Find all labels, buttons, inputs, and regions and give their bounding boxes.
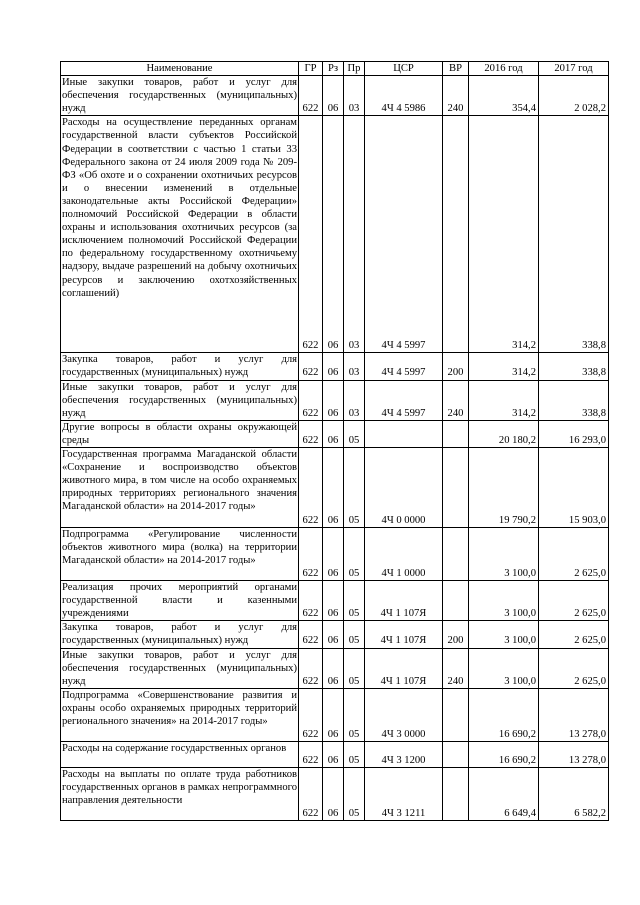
cell-2016: 16 690,2 <box>469 741 539 767</box>
cell-rz: 06 <box>323 581 344 621</box>
table-row <box>61 767 609 820</box>
table-header-row <box>61 62 609 76</box>
cell-2017: 16 293,0 <box>539 420 609 447</box>
cell-pr: 05 <box>344 581 365 621</box>
cell-2017: 15 903,0 <box>539 448 609 528</box>
cell-name: Государственная программа Магаданской области «Сохранение и воспроизводство объектов животного мира, в том числе на особо охраняемых природных территориях регионального значения Магаданской области» на 2014-2017 годы» <box>61 448 299 528</box>
cell-rz: 06 <box>323 448 344 528</box>
cell-gr: 622 <box>299 420 323 447</box>
cell-rz: 06 <box>323 353 344 380</box>
cell-vr: 240 <box>443 380 469 420</box>
cell-vr <box>443 448 469 528</box>
cell-gr: 622 <box>299 353 323 380</box>
cell-name: Другие вопросы в области охраны окружающей среды <box>62 421 297 446</box>
cell-rz: 06 <box>323 528 344 581</box>
cell-vr: 200 <box>443 621 469 648</box>
cell-pr: 05 <box>344 767 365 820</box>
cell-gr: 622 <box>299 581 323 621</box>
cell-name: Иные закупки товаров, работ и услуг для обеспечения государственных (муниципальных) нужд <box>62 77 297 115</box>
cell-pr: 03 <box>344 380 365 420</box>
cell-name: Расходы на содержание государственных органов <box>61 741 299 767</box>
cell-csr: 4Ч 4 5997 <box>365 353 443 380</box>
cell-2016: 16 690,2 <box>469 688 539 741</box>
cell-csr: 4Ч 1 107Я <box>365 648 443 688</box>
cell-gr: 622 <box>299 767 323 820</box>
cell-2017: 2 625,0 <box>539 648 609 688</box>
cell-csr: 4Ч 3 1211 <box>365 767 443 820</box>
cell-2016: 3 100,0 <box>469 528 539 581</box>
cell-vr <box>443 528 469 581</box>
cell-csr: 4Ч 1 0000 <box>365 528 443 581</box>
cell-2017: 13 278,0 <box>539 741 609 767</box>
cell-gr: 622 <box>299 448 323 528</box>
table-row <box>61 528 609 581</box>
cell-name: Иные закупки товаров, работ и услуг для обеспечения государственных (муниципальных) нужд <box>62 381 297 419</box>
table-row <box>61 741 609 767</box>
cell-csr: 4Ч 4 5997 <box>365 116 443 353</box>
cell-gr: 622 <box>299 741 323 767</box>
header-csr: ЦСР <box>365 62 443 76</box>
table-row <box>61 420 609 447</box>
cell-2017: 338,8 <box>539 353 609 380</box>
cell-csr: 4Ч 3 0000 <box>365 688 443 741</box>
table-row <box>61 648 609 688</box>
table-row <box>61 581 609 621</box>
cell-2017: 338,8 <box>539 116 609 353</box>
cell-csr <box>365 420 443 447</box>
cell-csr: 4Ч 3 1200 <box>365 741 443 767</box>
cell-2017: 338,8 <box>539 380 609 420</box>
cell-pr: 05 <box>344 741 365 767</box>
cell-gr: 622 <box>299 528 323 581</box>
cell-rz: 06 <box>323 116 344 353</box>
cell-2016: 314,2 <box>469 380 539 420</box>
cell-rz: 06 <box>323 76 344 116</box>
cell-2016: 354,4 <box>469 76 539 116</box>
cell-csr: 4Ч 1 107Я <box>365 581 443 621</box>
cell-name: Закупка товаров, работ и услуг для государственных (муниципальных) нужд <box>62 622 297 647</box>
cell-csr: 4Ч 0 0000 <box>365 448 443 528</box>
cell-rz: 06 <box>323 621 344 648</box>
cell-name: Закупка товаров, работ и услуг для государственных (муниципальных) нужд <box>62 354 297 379</box>
cell-gr: 622 <box>299 380 323 420</box>
table-row <box>61 688 609 741</box>
cell-gr: 622 <box>299 648 323 688</box>
cell-pr: 05 <box>344 648 365 688</box>
table-row <box>61 353 609 380</box>
cell-2017: 13 278,0 <box>539 688 609 741</box>
cell-csr: 4Ч 4 5986 <box>365 76 443 116</box>
cell-rz: 06 <box>323 648 344 688</box>
cell-pr: 03 <box>344 76 365 116</box>
table-body <box>61 76 609 821</box>
cell-gr: 622 <box>299 116 323 353</box>
cell-rz: 06 <box>323 688 344 741</box>
cell-2017: 6 582,2 <box>539 767 609 820</box>
cell-vr <box>443 116 469 353</box>
header-gr: ГР <box>299 62 323 76</box>
header-2017: 2017 год <box>539 62 609 76</box>
cell-2016: 3 100,0 <box>469 621 539 648</box>
table-row <box>61 76 609 116</box>
cell-2016: 20 180,2 <box>469 420 539 447</box>
cell-vr <box>443 420 469 447</box>
table-row <box>61 621 609 648</box>
header-pr: Пр <box>344 62 365 76</box>
cell-name: Расходы на выплаты по оплате труда работников государственных органов в рамках непрограммного направления деятельности <box>61 767 299 820</box>
cell-name: Иные закупки товаров, работ и услуг для обеспечения государственных (муниципальных) нужд <box>62 649 297 687</box>
cell-2016: 3 100,0 <box>469 581 539 621</box>
cell-2017: 2 625,0 <box>539 581 609 621</box>
cell-name: Расходы на осуществление переданных органам государственной власти субъектов Российской Федерации в соответствии с частью 1 статьи 33 Федерального закона от 24 июля 2009 года № 209-ФЗ «Об охоте и о сохранении охотничьих ресурсов и о внесении изменений в отдельные законодательные акты Российской Федерации» полномочий Российской Федерации в области охраны и использования охотничьих ресурсов (за исключением полномочий Российской Федерации по федеральному государственному охотничьему надзору, выдаче разрешений на добычу охотничьих ресурсов и заключению охотхозяйственных соглашений) <box>61 116 299 353</box>
cell-gr: 622 <box>299 76 323 116</box>
cell-vr <box>443 741 469 767</box>
cell-2017: 2 028,2 <box>539 76 609 116</box>
header-rz: Рз <box>323 62 344 76</box>
cell-2017: 2 625,0 <box>539 621 609 648</box>
cell-2017: 2 625,0 <box>539 528 609 581</box>
cell-pr: 03 <box>344 353 365 380</box>
cell-name: Подпрограмма «Регулирование численности объектов животного мира (волка) на территории Магаданской области» на 2014-2017 годы» <box>61 528 299 581</box>
header-2016: 2016 год <box>469 62 539 76</box>
cell-csr: 4Ч 1 107Я <box>365 621 443 648</box>
header-vr: ВР <box>443 62 469 76</box>
cell-pr: 05 <box>344 528 365 581</box>
cell-vr <box>443 767 469 820</box>
cell-name: Подпрограмма «Совершенствование развития и охраны особо охраняемых природных территорий регионального значения» на 2014-2017 годы» <box>61 688 299 741</box>
cell-2016: 314,2 <box>469 116 539 353</box>
cell-rz: 06 <box>323 380 344 420</box>
budget-table <box>60 61 609 821</box>
cell-pr: 05 <box>344 420 365 447</box>
cell-2016: 6 649,4 <box>469 767 539 820</box>
cell-rz: 06 <box>323 741 344 767</box>
cell-pr: 05 <box>344 688 365 741</box>
cell-vr <box>443 688 469 741</box>
cell-gr: 622 <box>299 621 323 648</box>
cell-gr: 622 <box>299 688 323 741</box>
cell-pr: 05 <box>344 448 365 528</box>
table-row <box>61 448 609 528</box>
cell-vr: 200 <box>443 353 469 380</box>
cell-rz: 06 <box>323 420 344 447</box>
header-name: Наименование <box>61 62 299 76</box>
cell-2016: 3 100,0 <box>469 648 539 688</box>
cell-vr <box>443 581 469 621</box>
cell-rz: 06 <box>323 767 344 820</box>
cell-csr: 4Ч 4 5997 <box>365 380 443 420</box>
cell-name: Реализация прочих мероприятий органами государственной власти и казенными учреждениями <box>62 582 297 620</box>
cell-pr: 05 <box>344 621 365 648</box>
cell-vr: 240 <box>443 76 469 116</box>
cell-2016: 19 790,2 <box>469 448 539 528</box>
cell-2016: 314,2 <box>469 353 539 380</box>
table-row <box>61 380 609 420</box>
cell-pr: 03 <box>344 116 365 353</box>
cell-vr: 240 <box>443 648 469 688</box>
table-row <box>61 116 609 353</box>
